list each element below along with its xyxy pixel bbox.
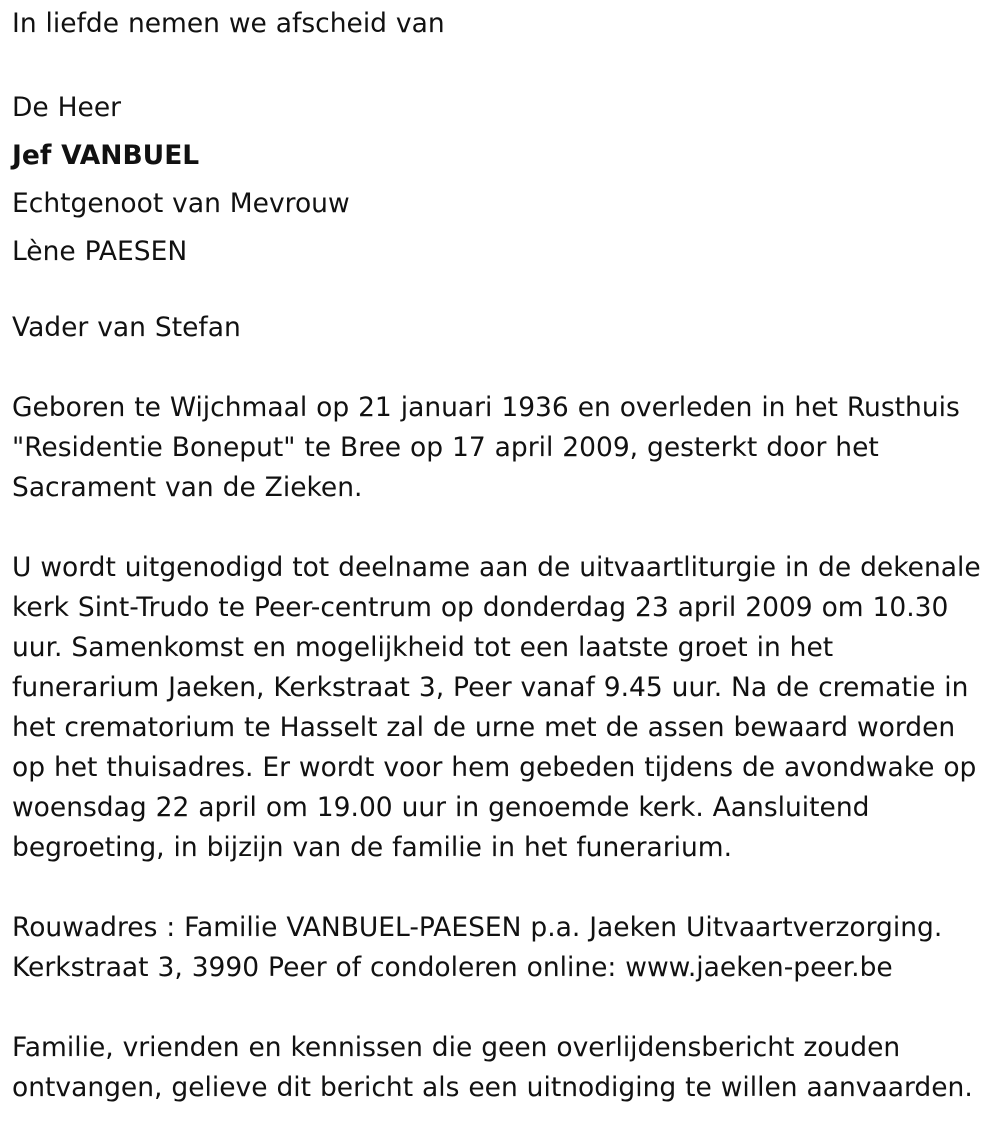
paragraph-line: funerarium Jaeken, Kerkstraat 3, Peer vanaf 9.45 uur. Na de crematie in: [12, 672, 969, 703]
paragraph-line: Kerkstraat 3, 3990 Peer of condoleren online: www.jaeken-peer.be: [12, 952, 893, 983]
paragraph-line: uur. Samenkomst en mogelijkheid tot een laatste groet in het: [12, 632, 834, 663]
deceased-name: Jef VANBUEL: [12, 140, 200, 171]
paragraph-line: "Residentie Boneput" te Bree op 17 april 2009, gesterkt door het: [12, 432, 879, 463]
paragraph-line: begroeting, in bijzijn van de familie in het funerarium.: [12, 832, 733, 863]
paragraph-line: Rouwadres : Familie VANBUEL-PAESEN p.a. Jaeken Uitvaartverzorging.: [12, 912, 943, 943]
honorific-title: De Heer: [12, 92, 122, 123]
paragraph-line: op het thuisadres. Er wordt voor hem gebeden tijdens de avondwake op: [12, 752, 977, 783]
paragraph-line: Geboren te Wijchmaal op 21 januari 1936 en overleden in het Rusthuis: [12, 392, 960, 423]
deceased-block: [12, 84, 988, 276]
paragraph-line: het crematorium te Hasselt zal de urne met de assen bewaard worden: [12, 712, 956, 743]
paragraph-line: ontvangen, gelieve dit bericht als een uitnodiging te willen aanvaarden.: [12, 1072, 973, 1103]
spouse-name: Lène PAESEN: [12, 236, 188, 267]
paragraph-line: Familie, vrienden en kennissen die geen overlijdensbericht zouden: [12, 1032, 901, 1063]
paragraph-line: kerk Sint-Trudo te Peer-centrum op donderdag 23 april 2009 om 10.30: [12, 592, 949, 623]
spouse-line-1: Echtgenoot van Mevrouw: [12, 188, 350, 219]
closing-paragraph: [12, 1028, 988, 1108]
funeral-details-paragraph: [12, 548, 988, 868]
paragraph-line: Sacrament van de Zieken.: [12, 472, 363, 503]
intro-text: In liefde nemen we afscheid van: [12, 8, 445, 39]
birth-death-paragraph: [12, 388, 988, 508]
paragraph-line: U wordt uitgenodigd tot deelname aan de uitvaartliturgie in de dekenale: [12, 552, 981, 583]
mourning-address-paragraph: [12, 908, 988, 988]
children-text: Vader van Stefan: [12, 312, 241, 343]
paragraph-line: woensdag 22 april om 19.00 uur in genoemde kerk. Aansluitend: [12, 792, 870, 823]
